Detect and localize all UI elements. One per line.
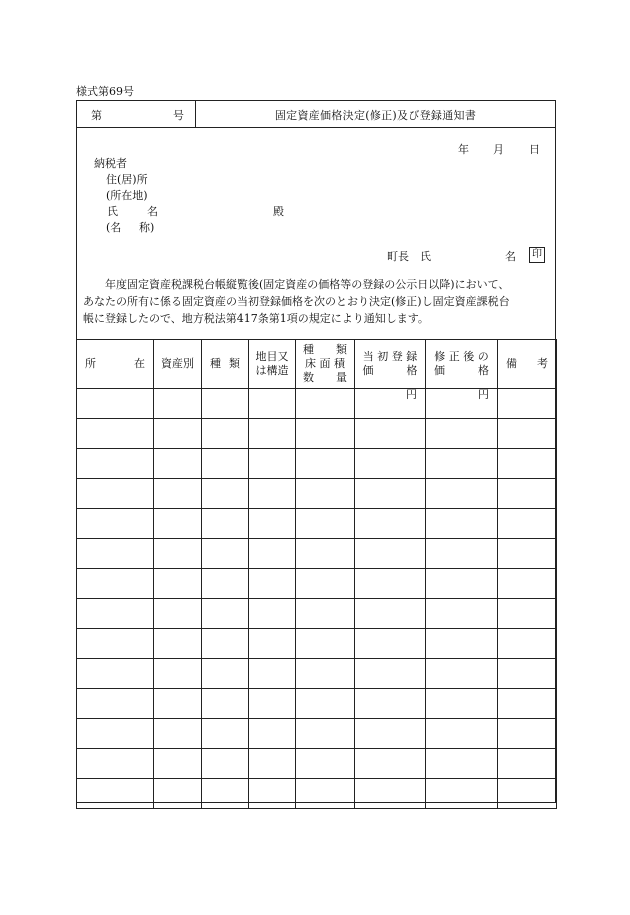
table-cell — [249, 419, 296, 449]
table-cell — [498, 599, 557, 629]
table-cell — [202, 719, 249, 749]
table-cell — [202, 749, 249, 779]
table-cell — [202, 389, 249, 419]
form-number: 様式第69号 — [76, 85, 134, 98]
table-cell — [249, 539, 296, 569]
table-cell — [202, 629, 249, 659]
table-cell — [498, 389, 557, 419]
table-row — [77, 479, 557, 509]
table-row — [77, 779, 557, 809]
number-suffix: 号 — [173, 109, 184, 122]
table-cell — [355, 479, 426, 509]
date-year: 年 — [458, 143, 469, 156]
table-cell — [202, 779, 249, 809]
table-cell — [154, 389, 202, 419]
table-row — [77, 599, 557, 629]
table-cell — [355, 719, 426, 749]
table-cell — [202, 509, 249, 539]
header-land-structure: 地目又 は構造 — [249, 340, 296, 389]
header-remarks: 備 考 — [498, 340, 557, 389]
table-cell — [249, 629, 296, 659]
table-cell — [355, 419, 426, 449]
table-cell — [426, 749, 498, 779]
table-cell — [249, 689, 296, 719]
table-header-row — [77, 340, 557, 389]
table-cell — [355, 749, 426, 779]
table-cell — [498, 629, 557, 659]
header-location: 所 在 — [77, 340, 154, 389]
header-initial-value: 当 初 登 録 価 格 — [355, 340, 426, 389]
table-cell — [296, 689, 355, 719]
table-cell — [296, 419, 355, 449]
table-cell — [498, 569, 557, 599]
table-cell — [426, 449, 498, 479]
yen-unit: 円 — [355, 389, 426, 419]
table-row — [77, 689, 557, 719]
table-cell — [426, 539, 498, 569]
table-cell — [202, 599, 249, 629]
table-cell — [249, 599, 296, 629]
table-cell — [154, 659, 202, 689]
seal-mark: 印 — [529, 247, 545, 263]
table-cell — [296, 629, 355, 659]
table-cell — [498, 509, 557, 539]
table-cell — [426, 629, 498, 659]
table-cell — [154, 749, 202, 779]
header-kind: 種 類 — [202, 340, 249, 389]
table-cell — [202, 689, 249, 719]
table-cell — [77, 599, 154, 629]
table-cell — [355, 449, 426, 479]
table-cell — [77, 419, 154, 449]
corporate-name-label-first: (名 — [106, 221, 122, 234]
table-cell — [426, 599, 498, 629]
date-month: 月 — [493, 143, 504, 156]
table-cell — [154, 569, 202, 599]
table-row — [77, 509, 557, 539]
table-cell — [355, 659, 426, 689]
table-cell — [296, 659, 355, 689]
body-line: 年度固定資産税課税台帳縦覧後(固定資産の価格等の登録の公示日以降)において、 — [83, 278, 510, 291]
table-cell — [426, 479, 498, 509]
corporate-name-label-second: 称) — [139, 221, 155, 234]
table-cell — [355, 779, 426, 809]
table-cell — [498, 449, 557, 479]
table-cell — [249, 719, 296, 749]
header-floor-area: 種 類 床 面 積 数 量 — [296, 340, 355, 389]
table-cell — [498, 749, 557, 779]
table-cell — [77, 659, 154, 689]
table-row — [77, 719, 557, 749]
table-cell — [249, 509, 296, 539]
table-cell — [296, 599, 355, 629]
table-row — [77, 419, 557, 449]
table-cell — [355, 629, 426, 659]
table-cell — [154, 779, 202, 809]
table-cell — [202, 659, 249, 689]
table-cell — [154, 509, 202, 539]
table-cell — [296, 719, 355, 749]
issuer-name-label: 名 — [505, 250, 516, 263]
table-cell — [426, 419, 498, 449]
location-label: (所在地) — [106, 189, 148, 202]
taxpayer-label: 納税者 — [94, 157, 127, 170]
table-cell — [202, 419, 249, 449]
table-cell — [154, 629, 202, 659]
table-cell — [498, 779, 557, 809]
table-cell — [77, 569, 154, 599]
table-cell — [249, 449, 296, 479]
table-cell — [296, 449, 355, 479]
table-cell — [77, 479, 154, 509]
table-cell — [154, 689, 202, 719]
table-cell — [296, 479, 355, 509]
table-cell — [77, 539, 154, 569]
table-cell — [249, 389, 296, 419]
table-cell — [498, 719, 557, 749]
table-cell — [426, 659, 498, 689]
table-cell — [498, 479, 557, 509]
table-cell — [154, 419, 202, 449]
table-cell — [498, 659, 557, 689]
table-cell — [426, 719, 498, 749]
name-label-first: 氏 — [107, 205, 118, 218]
table-row — [77, 659, 557, 689]
table-cell — [355, 569, 426, 599]
table-cell — [154, 479, 202, 509]
property-table — [76, 339, 557, 809]
table-cell — [249, 779, 296, 809]
date-day: 日 — [529, 143, 540, 156]
table-cell — [355, 689, 426, 719]
document-title: 固定資産価格決定(修正)及び登録通知書 — [274, 109, 477, 122]
table-cell — [498, 689, 557, 719]
honorific: 殿 — [273, 205, 284, 218]
table-cell — [77, 629, 154, 659]
table-cell — [426, 779, 498, 809]
table-cell — [249, 749, 296, 779]
table-cell — [296, 779, 355, 809]
name-label-second: 名 — [147, 205, 158, 218]
table-cell — [202, 479, 249, 509]
header-asset-type: 資産別 — [154, 340, 202, 389]
table-row — [77, 569, 557, 599]
table-cell — [355, 509, 426, 539]
table-cell — [296, 509, 355, 539]
table-cell — [77, 689, 154, 719]
table-cell — [296, 539, 355, 569]
table-cell — [426, 689, 498, 719]
table-cell — [202, 569, 249, 599]
body-line: 帳に登録したので、地方税法第417条第1項の規定により通知します。 — [83, 312, 429, 325]
table-cell — [426, 569, 498, 599]
table-cell — [202, 449, 249, 479]
table-cell — [154, 599, 202, 629]
table-cell — [355, 539, 426, 569]
table-row — [77, 749, 557, 779]
table-cell — [296, 749, 355, 779]
notice-form — [76, 100, 556, 803]
yen-unit: 円 — [426, 389, 498, 419]
table-cell — [77, 779, 154, 809]
table-row — [77, 629, 557, 659]
table-row — [77, 539, 557, 569]
table-cell — [249, 659, 296, 689]
table-cell — [296, 569, 355, 599]
table-cell — [498, 539, 557, 569]
table-cell — [249, 479, 296, 509]
table-cell — [426, 509, 498, 539]
issuer-title: 町長 氏 — [387, 250, 431, 263]
form-header — [77, 101, 555, 128]
table-row — [77, 389, 557, 419]
body-line: あなたの所有に係る固定資産の当初登録価格を次のとおり決定(修正)し固定資産課税台 — [83, 295, 510, 308]
table-cell — [77, 509, 154, 539]
table-cell — [249, 569, 296, 599]
table-cell — [154, 449, 202, 479]
table-cell — [77, 719, 154, 749]
notice-body — [83, 276, 553, 327]
table-cell — [77, 749, 154, 779]
table-cell — [154, 719, 202, 749]
table-cell — [77, 449, 154, 479]
table-cell — [202, 539, 249, 569]
table-cell — [154, 539, 202, 569]
residence-label: 住(居)所 — [106, 173, 148, 186]
table-cell — [296, 389, 355, 419]
number-prefix: 第 — [91, 109, 102, 122]
table-cell — [355, 599, 426, 629]
header-revised-value: 修 正 後 の 価 格 — [426, 340, 498, 389]
table-cell — [77, 389, 154, 419]
table-row — [77, 449, 557, 479]
table-cell — [498, 419, 557, 449]
